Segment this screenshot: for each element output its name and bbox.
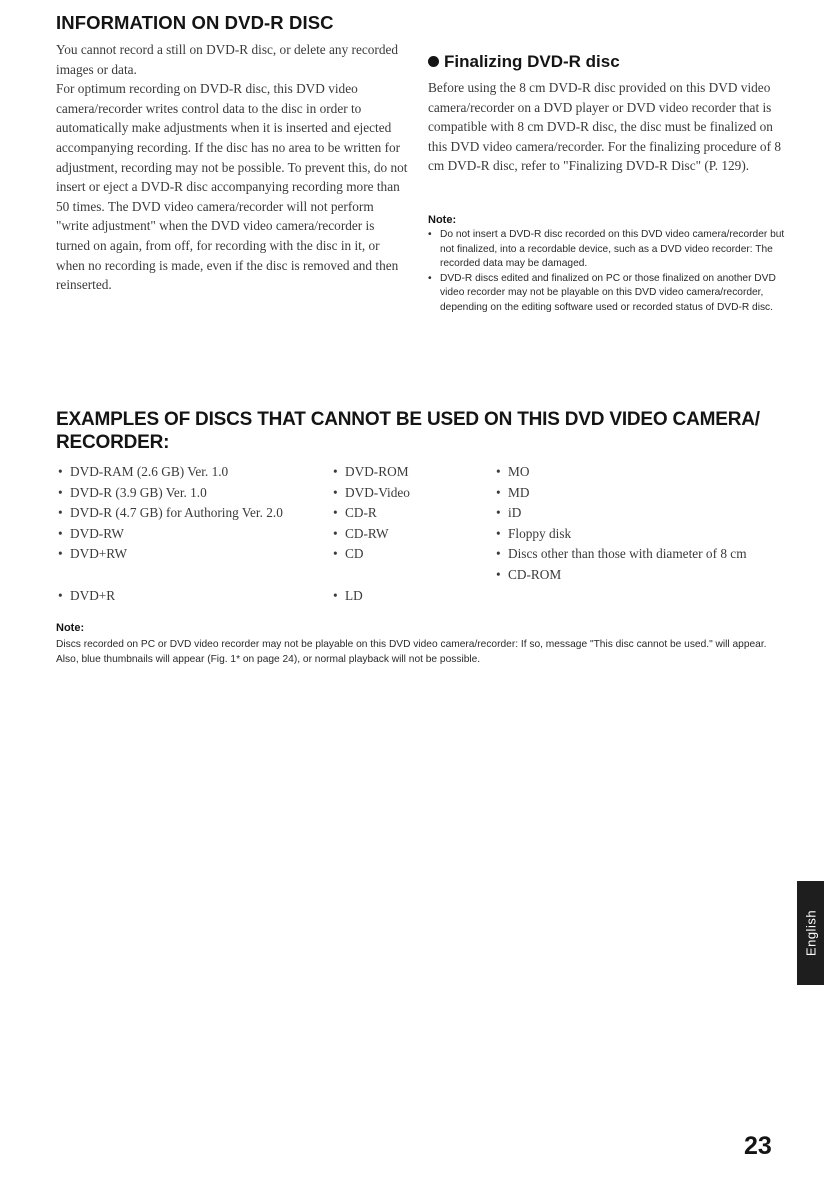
note-item bbox=[428, 272, 788, 316]
list-bullet: • bbox=[496, 525, 501, 541]
list-item bbox=[331, 544, 491, 565]
list-item bbox=[331, 524, 491, 545]
finalizing-body bbox=[428, 78, 786, 176]
language-tab-label: English bbox=[803, 909, 818, 957]
list-bullet: • bbox=[58, 525, 63, 541]
list-item bbox=[494, 483, 794, 504]
information-paragraph-1: You cannot record a still on DVD-R disc, or delete any recorded images or data. bbox=[56, 42, 399, 77]
disc-type: LD bbox=[345, 587, 363, 603]
disc-type: DVD-R (4.7 GB) for Authoring Ver. 2.0 bbox=[70, 505, 283, 521]
disc-type: DVD-ROM bbox=[345, 464, 409, 479]
finalizing-notes bbox=[428, 228, 788, 316]
bullet-dot-icon bbox=[428, 56, 439, 67]
list-bullet: • bbox=[333, 587, 338, 603]
disc-type: Discs other than those with diameter of 8 cm bbox=[508, 546, 747, 562]
disc-type: CD bbox=[345, 546, 364, 562]
list-item bbox=[331, 586, 491, 607]
disc-type: MD bbox=[508, 484, 530, 500]
note-item bbox=[428, 228, 788, 272]
disc-type: DVD-R (3.9 GB) Ver. 1.0 bbox=[70, 484, 207, 500]
list-bullet: • bbox=[58, 484, 63, 500]
list-item bbox=[331, 462, 491, 483]
disc-type: DVD+RW bbox=[70, 546, 127, 562]
list-item bbox=[56, 586, 336, 607]
section-title-examples: EXAMPLES OF DISCS THAT CANNOT BE USED ON THIS DVD VIDEO CAMERA/ RECORDER: bbox=[56, 409, 760, 453]
list-item bbox=[494, 524, 794, 545]
section-title-finalizing bbox=[428, 52, 620, 72]
list-item bbox=[56, 483, 336, 504]
list-item bbox=[331, 483, 491, 504]
information-paragraph-2: For optimum recording on DVD-R disc, this DVD video camera/recorder writes control data to the disc in order to automatically make adjustments when it is inserted and ejected accompanying recording. If the disc has no area to be written for adjustment, recording may not be possible. To prevent this, do not insert or eject a DVD-R disc accompanying recording more than 50 times. The DVD video camera/recorder will not perform "write adjustment" when the DVD video camera/recorder is turned on again, from off, for recording with the disc in it, or when no recording is made, even if the disc is removed and then reinserted. bbox=[56, 81, 408, 293]
list-item bbox=[331, 503, 491, 524]
list-bullet: • bbox=[496, 484, 501, 500]
list-bullet: • bbox=[333, 525, 338, 541]
disc-list-column-3 bbox=[494, 462, 794, 586]
list-bullet: • bbox=[333, 546, 338, 562]
bottom-note-label: Note: bbox=[56, 622, 85, 634]
list-item bbox=[494, 565, 794, 586]
list-bullet: • bbox=[58, 464, 63, 479]
disc-type: CD-R bbox=[345, 505, 377, 521]
list-bullet: • bbox=[496, 566, 501, 582]
disc-type: DVD+R bbox=[70, 587, 116, 603]
list-bullet: • bbox=[58, 587, 63, 603]
disc-type: MO bbox=[508, 464, 530, 479]
disc-type: Floppy disk bbox=[508, 525, 572, 541]
list-bullet: • bbox=[58, 505, 63, 521]
disc-list-column-2 bbox=[331, 462, 491, 606]
note-bullet: • bbox=[428, 272, 432, 284]
note-bullet: • bbox=[428, 229, 432, 240]
list-spacer bbox=[331, 565, 491, 586]
disc-type: CD-ROM bbox=[508, 566, 562, 582]
finalizing-paragraph: Before using the 8 cm DVD-R disc provided on this DVD video camera/recorder on a DVD player or DVD video recorder that is compatible with 8 cm DVD-R disc, the disc must be finalized on this DVD video camera/recorder. For the finalizing procedure of 8 cm DVD-R disc, refer to "Finalizing DVD-R Disc" (P. 129). bbox=[428, 80, 781, 174]
list-item bbox=[494, 503, 794, 524]
bottom-note-text: Discs recorded on PC or DVD video recorder may not be playable on this DVD video camera/recorder: If so, message "This disc cannot be used." will appear. Also, blue thumbnails will appear (Fig. 1* on page 24), or normal playback will not be possible. bbox=[56, 639, 767, 665]
list-item bbox=[56, 462, 336, 483]
disc-type: DVD-RW bbox=[70, 525, 124, 541]
finalizing-note-label: Note: bbox=[428, 214, 457, 226]
list-bullet: • bbox=[333, 484, 338, 500]
list-spacer bbox=[56, 565, 336, 586]
section-title-information: INFORMATION ON DVD-R DISC bbox=[56, 12, 334, 33]
disc-type: DVD-RAM (2.6 GB) Ver. 1.0 bbox=[70, 464, 229, 479]
list-bullet: • bbox=[496, 464, 501, 479]
list-item bbox=[56, 503, 336, 524]
finalizing-title-text: Finalizing DVD-R disc bbox=[444, 52, 620, 71]
list-item bbox=[494, 462, 794, 483]
list-bullet: • bbox=[333, 464, 338, 479]
disc-list-column-1 bbox=[56, 462, 336, 606]
list-item bbox=[494, 544, 778, 565]
note-text: Do not insert a DVD-R disc recorded on this DVD video camera/recorder but not finalized, into a recordable device, such as a DVD video recorder: The recorded data may be damaged. bbox=[440, 229, 785, 270]
list-item bbox=[56, 544, 336, 565]
language-tab bbox=[797, 881, 824, 985]
list-bullet: • bbox=[496, 546, 501, 562]
disc-type: iD bbox=[508, 505, 522, 521]
list-bullet: • bbox=[333, 505, 338, 521]
list-bullet: • bbox=[58, 546, 63, 562]
disc-type: DVD-Video bbox=[345, 484, 410, 500]
list-item bbox=[56, 524, 336, 545]
note-text: DVD-R discs edited and finalized on PC or those finalized on another DVD video recorder may not be playable on this DVD video camera/recorder, depending on the editing software used or recorded status of DVD-R disc. bbox=[440, 272, 776, 313]
page-number: 23 bbox=[744, 1132, 772, 1160]
list-bullet: • bbox=[496, 505, 501, 521]
disc-type: CD-RW bbox=[345, 525, 389, 541]
information-body bbox=[56, 40, 408, 295]
